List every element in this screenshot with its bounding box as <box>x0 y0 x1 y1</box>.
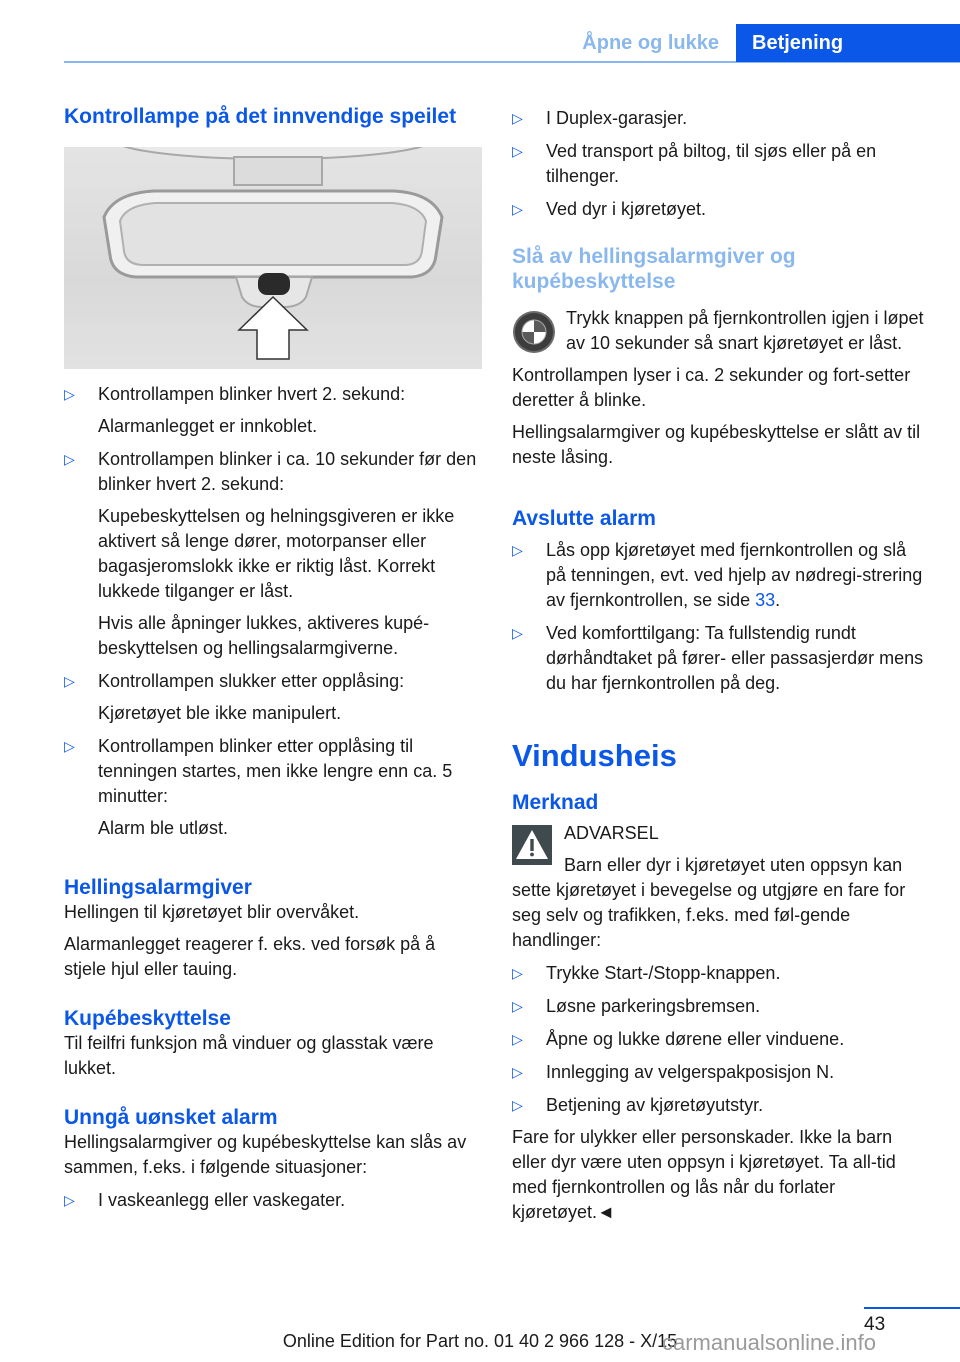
bmw-key-block <box>512 306 928 356</box>
right-column <box>512 105 928 1225</box>
paragraph: Kontrollampen lyser i ca. 2 sekunder og fort-setter deretter å blinke. <box>512 365 911 410</box>
paragraph: Hellingsalarmgiver og kupébeskyttelse kan slås av sammen, f.eks. i følgende situasjoner: <box>64 1132 467 1177</box>
list-item: ▷ Kontrollampen blinker etter opplåsing til tenningen startes, men ikke lengre enn ca. 5 minutter: Alarm ble utløst. <box>64 736 453 838</box>
list-item: ▷ Kontrollampen slukker etter opplåsing: Kjøretøyet ble ikke manipulert. <box>64 671 405 723</box>
tab-betjening[interactable]: Betjening <box>736 24 960 62</box>
triangle-bullet-icon: ▷ <box>512 143 523 159</box>
paragraph: Hellingen til kjøretøyet blir overvåket. <box>64 902 360 922</box>
paragraph: Trykk knappen på fjernkontrollen igjen i løpet av 10 sekunder så snart kjøretøyet er låst. <box>566 308 924 353</box>
subtitle-merknad: Merknad <box>512 791 599 814</box>
paragraph: Alarmanlegget reagerer f. eks. ved forsøk på å stjele hjul eller tauing. <box>64 934 436 979</box>
warning-triangle-icon <box>512 825 552 865</box>
list-item: ▷ Løsne parkeringsbremsen. <box>512 993 928 1019</box>
section-title-unnga-alarm: Unngå uønsket alarm <box>64 1106 278 1129</box>
list-item: ▷ Trykke Start-/Stopp-knappen. <box>512 960 928 986</box>
edition-text: Online Edition for Part no. 01 40 2 966 128 - X/15 <box>282 1331 678 1351</box>
bmw-key-icon <box>512 310 556 354</box>
list-item: ▷ I vaskeanlegg eller vaskegater. <box>64 1187 482 1213</box>
triangle-bullet-icon: ▷ <box>64 451 75 467</box>
mirror-figure <box>64 147 482 369</box>
page-number: 43 <box>864 1314 886 1335</box>
list-item: ▷ Betjening av kjøretøyutstyr. <box>512 1092 928 1118</box>
paragraph: Hellingsalarmgiver og kupébeskyttelse er slått av til neste låsing. <box>512 422 921 467</box>
triangle-bullet-icon: ▷ <box>512 1031 523 1047</box>
warning-actions-list <box>512 960 928 1118</box>
warning-block <box>512 821 928 953</box>
triangle-bullet-icon: ▷ <box>512 1097 523 1113</box>
section-title-kupebeskyttelse: Kupébeskyttelse <box>64 1007 231 1030</box>
triangle-bullet-icon: ▷ <box>64 1192 75 1208</box>
section-title-hellingsalarmgiver: Hellingsalarmgiver <box>64 876 252 899</box>
triangle-bullet-icon: ▷ <box>512 542 523 558</box>
page-link-33[interactable]: 33 <box>755 590 776 610</box>
situations-list-cont <box>512 105 928 222</box>
list-item: ▷ Kontrollampen blinker i ca. 10 sekunder før den blinker hvert 2. sekund: Kupebeskyttelsen og helningsgiveren er ikke aktivert så lenge dører, motorpanser eller bagasjeromslokk ikke er riktig låst. Korrekt lukkede tilganger er låst. Hvis alle åpninger lukkes, aktiveres kupé-beskyttelsen og hellingsalarmgiverne. <box>64 449 477 658</box>
warning-closing: Fare for ulykker eller personskader. Ikke la barn eller dyr være uten oppsyn i kjøretøyet. Ta all-tid med fjernkontrollen og lås når du forlater kjøretøyet.◄ <box>512 1127 896 1222</box>
list-item: ▷ Kontrollampen blinker hvert 2. sekund: Alarmanlegget er innkoblet. <box>64 384 406 436</box>
triangle-bullet-icon: ▷ <box>512 625 523 641</box>
triangle-bullet-icon: ▷ <box>512 201 523 217</box>
triangle-bullet-icon: ▷ <box>512 998 523 1014</box>
triangle-bullet-icon: ▷ <box>512 110 523 126</box>
list-item: ▷ Innlegging av velgerspakposisjon N. <box>512 1059 928 1085</box>
section-title-sla-av: Slå av hellingsalarmgiver og kupébeskyttelse <box>512 245 796 293</box>
list-item: ▷ Lås opp kjøretøyet med fjernkontrollen og slå på tenningen, evt. ved hjelp av nødregi-strering av fjernkontrollen, se side 33. <box>512 540 923 610</box>
triangle-bullet-icon: ▷ <box>512 1064 523 1080</box>
watermark: carmanualsonline.info <box>662 1330 877 1355</box>
warning-text: Barn eller dyr i kjøretøyet uten oppsyn kan sette kjøretøyet i bevegelse og utgjøre en fare for seg selv og trafikken, f.eks. med føl-gende handlinger: <box>512 855 906 950</box>
tab-apne-og-lukke[interactable]: Åpne og lukke <box>582 32 719 54</box>
paragraph: Til feilfri funksjon må vinduer og glasstak være lukket. <box>64 1033 434 1078</box>
rearview-mirror-icon <box>64 147 482 369</box>
triangle-bullet-icon: ▷ <box>64 673 75 689</box>
section-title-kontrollampe: Kontrollampe på det innvendige speilet <box>64 105 457 128</box>
left-column <box>64 100 482 1213</box>
footer-rule <box>864 1307 960 1309</box>
section-title-avslutte-alarm: Avslutte alarm <box>512 507 656 530</box>
avslutte-list <box>512 537 928 696</box>
chapter-title-vindusheis: Vindusheis <box>512 738 677 773</box>
triangle-bullet-icon: ▷ <box>512 965 523 981</box>
situations-list <box>64 1187 482 1213</box>
kontrollampe-list <box>64 381 482 841</box>
triangle-bullet-icon: ▷ <box>64 386 75 402</box>
list-item: ▷ Ved komforttilgang: Ta fullstendig rundt dørhåndtaket på fører- eller passasjerdør mens du har fjernkontrollen på deg. <box>512 623 924 693</box>
list-item: ▷ Åpne og lukke dørene eller vinduene. <box>512 1026 928 1052</box>
triangle-bullet-icon: ▷ <box>64 738 75 754</box>
list-item: ▷ I Duplex-garasjer. <box>512 105 928 131</box>
list-item: ▷ Ved dyr i kjøretøyet. <box>512 196 928 222</box>
warning-label: ADVARSEL <box>564 823 659 843</box>
list-item: ▷ Ved transport på biltog, til sjøs eller på en tilhenger. <box>512 141 877 186</box>
